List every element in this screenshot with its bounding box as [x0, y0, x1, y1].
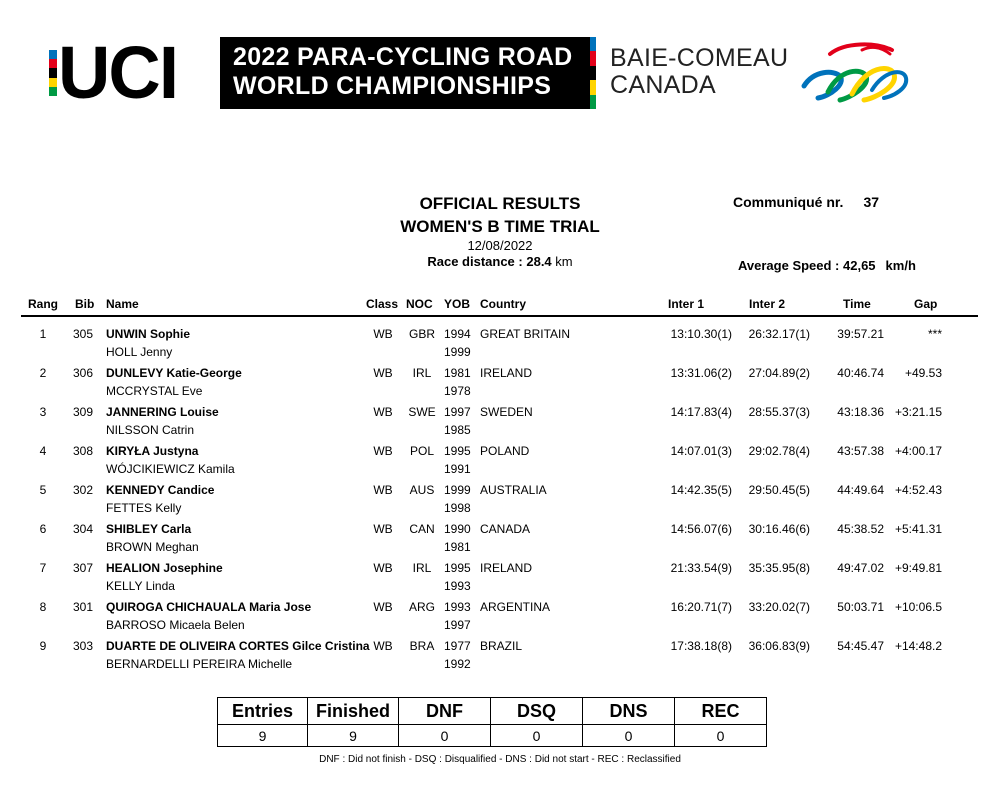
cell-rang: 8	[39, 600, 47, 614]
cell-class: WB	[373, 561, 393, 575]
cell-country: ARGENTINA	[480, 600, 551, 614]
race-distance-label: Race distance :	[427, 254, 523, 269]
cell-class: WB	[373, 483, 393, 497]
uci-rainbow-stripes	[49, 50, 57, 96]
cell-gap: +3:21.15	[894, 405, 942, 419]
cell-noc: CAN	[409, 522, 435, 536]
average-speed-label: Average Speed : 42,65	[738, 258, 876, 273]
cell-name: KENNEDY Candice	[106, 483, 215, 497]
cell-time: 45:38.52	[837, 522, 884, 536]
cell-time: 43:18.36	[837, 405, 884, 419]
cell-rang: 5	[39, 483, 47, 497]
cell-inter1: 17:38.18(8)	[670, 639, 732, 653]
summary-value-row	[218, 725, 767, 747]
host-city	[610, 45, 788, 99]
cell-time: 43:57.38	[837, 444, 884, 458]
summary-value-finished: 9	[308, 725, 399, 747]
cell-country: GREAT BRITAIN	[480, 327, 571, 341]
summary-legend: DNF : Did not finish - DSQ : Disqualified - DNS : Did not start - REC : Reclassified	[319, 754, 681, 765]
cell-pilot-yob: 1999	[444, 345, 471, 359]
summary-value-dnf: 0	[399, 725, 491, 747]
cell-noc: SWE	[408, 405, 436, 419]
col-header-name: Name	[106, 297, 139, 311]
cell-class: WB	[373, 522, 393, 536]
cell-class: WB	[373, 444, 393, 458]
cell-pilot-yob: 1978	[444, 384, 471, 398]
cell-pilot: HOLL Jenny	[106, 345, 173, 359]
cell-country: IRELAND	[480, 366, 533, 380]
summary-value-rec: 0	[675, 725, 767, 747]
host-line1: BAIE-COMEAU	[610, 44, 789, 72]
cell-gap: +9:49.81	[894, 561, 942, 575]
cell-inter1: 14:17.83(4)	[670, 405, 732, 419]
cell-rang: 6	[39, 522, 47, 536]
cell-rang: 1	[39, 327, 47, 341]
summary-value-dns: 0	[583, 725, 675, 747]
cell-inter2: 30:16.46(6)	[748, 522, 810, 536]
average-speed-unit: km/h	[885, 258, 916, 273]
header-divider	[21, 315, 978, 317]
cell-class: WB	[373, 405, 393, 419]
cell-bib: 307	[72, 561, 94, 575]
cell-class: WB	[373, 327, 393, 341]
cell-noc: AUS	[409, 483, 435, 497]
cell-time: 50:03.71	[837, 600, 884, 614]
cell-pilot-yob: 1981	[444, 540, 471, 554]
cell-noc: BRA	[409, 639, 435, 653]
cell-inter2: 33:20.02(7)	[748, 600, 810, 614]
cell-pilot: BROWN Meghan	[106, 540, 199, 554]
average-speed	[738, 258, 916, 273]
cell-time: 44:49.64	[837, 483, 884, 497]
summary-header-entries: Entries	[218, 698, 308, 725]
cell-inter1: 13:10.30(1)	[670, 327, 732, 341]
cell-pilot: KELLY Linda	[106, 579, 175, 593]
cell-time: 54:45.47	[837, 639, 884, 653]
event-title-block	[220, 37, 590, 109]
cell-pilot: NILSSON Catrin	[106, 423, 195, 437]
uci-logo: UCI	[58, 31, 178, 114]
cell-pilot: BARROSO Micaela Belen	[106, 618, 245, 632]
summary-header-dnf: DNF	[399, 698, 491, 725]
cell-time: 49:47.02	[837, 561, 884, 575]
race-distance	[370, 254, 630, 269]
cell-bib: 306	[72, 366, 94, 380]
col-header-yob: YOB	[444, 297, 471, 311]
cell-country: IRELAND	[480, 561, 533, 575]
cell-inter2: 36:06.83(9)	[748, 639, 810, 653]
cell-country: POLAND	[480, 444, 530, 458]
cell-inter1: 14:07.01(3)	[670, 444, 732, 458]
cell-inter1: 14:56.07(6)	[670, 522, 732, 536]
cell-gap: +4:52.43	[894, 483, 942, 497]
communique	[733, 194, 879, 210]
event-title-line2: WORLD CHAMPIONSHIPS	[233, 72, 552, 100]
cell-bib: 302	[72, 483, 94, 497]
cell-noc: GBR	[408, 327, 435, 341]
cell-name: DUNLEVY Katie-George	[106, 366, 242, 380]
communique-number: 37	[863, 194, 880, 210]
col-header-class: Class	[366, 297, 399, 311]
cell-rang: 7	[39, 561, 47, 575]
cell-noc: IRL	[412, 366, 432, 380]
cell-inter2: 26:32.17(1)	[748, 327, 810, 341]
cell-pilot-yob: 1991	[444, 462, 471, 476]
cell-yob: 1994	[444, 327, 471, 341]
col-header-bib: Bib	[75, 297, 95, 311]
cell-class: WB	[373, 639, 393, 653]
cell-noc: ARG	[408, 600, 435, 614]
col-header-time: Time	[843, 297, 871, 311]
cell-gap: +49.53	[904, 366, 942, 380]
cell-gap: +5:41.31	[894, 522, 942, 536]
cell-name: HEALION Josephine	[106, 561, 223, 575]
race-distance-unit: km	[555, 254, 573, 269]
race-date: 12/08/2022	[467, 238, 533, 253]
cell-bib: 305	[72, 327, 94, 341]
cell-pilot: FETTES Kelly	[106, 501, 182, 515]
cell-rang: 9	[39, 639, 47, 653]
cell-inter2: 29:02.78(4)	[748, 444, 810, 458]
cell-name: QUIROGA CHICHAUALA Maria Jose	[106, 600, 312, 614]
summary-header-dns: DNS	[583, 698, 675, 725]
baie-comeau-cycling-logo-icon	[800, 40, 910, 108]
cell-yob: 1995	[444, 444, 471, 458]
cell-noc: IRL	[412, 561, 432, 575]
cell-bib: 301	[72, 600, 94, 614]
cell-name: KIRYŁA Justyna	[106, 444, 199, 458]
official-results-title: OFFICIAL RESULTS	[419, 194, 581, 213]
cell-pilot-yob: 1993	[444, 579, 471, 593]
summary-header-row	[218, 698, 767, 725]
col-header-gap: Gap	[914, 297, 938, 311]
cell-name: JANNERING Louise	[106, 405, 219, 419]
cell-noc: POL	[409, 444, 434, 458]
cell-country: SWEDEN	[480, 405, 533, 419]
cell-class: WB	[373, 600, 393, 614]
cell-time: 39:57.21	[837, 327, 884, 341]
cell-yob: 1995	[444, 561, 471, 575]
host-line2: CANADA	[610, 71, 716, 99]
race-distance-value: 28.4	[526, 254, 552, 269]
col-header-inter2: Inter 2	[749, 297, 786, 311]
col-header-inter1: Inter 1	[668, 297, 705, 311]
cell-pilot: BERNARDELLI PEREIRA Michelle	[106, 657, 293, 671]
cell-inter1: 13:31.06(2)	[670, 366, 732, 380]
cell-inter1: 21:33.54(9)	[670, 561, 732, 575]
cell-country: CANADA	[480, 522, 531, 536]
summary-table	[217, 697, 767, 747]
cell-yob: 1990	[444, 522, 471, 536]
cell-yob: 1993	[444, 600, 471, 614]
cell-inter2: 27:04.89(2)	[748, 366, 810, 380]
race-name: WOMEN'S B TIME TRIAL	[400, 217, 600, 236]
cell-inter1: 14:42.35(5)	[670, 483, 732, 497]
cell-class: WB	[373, 366, 393, 380]
cell-pilot: WÓJCIKIEWICZ Kamila	[106, 462, 235, 476]
communique-label: Communiqué nr.	[733, 194, 844, 210]
cell-country: AUSTRALIA	[480, 483, 547, 497]
cell-bib: 304	[72, 522, 94, 536]
cell-inter2: 29:50.45(5)	[748, 483, 810, 497]
summary-header-dsq: DSQ	[491, 698, 583, 725]
cell-gap: +14:48.2	[894, 639, 942, 653]
cell-bib: 309	[72, 405, 94, 419]
cell-pilot: MCCRYSTAL Eve	[106, 384, 203, 398]
cell-yob: 1981	[444, 366, 471, 380]
summary-header-finished: Finished	[308, 698, 399, 725]
cell-name: DUARTE DE OLIVEIRA CORTES Gilce Cristina	[106, 639, 370, 653]
cell-pilot-yob: 1985	[444, 423, 471, 437]
cell-yob: 1999	[444, 483, 471, 497]
cell-yob: 1977	[444, 639, 471, 653]
cell-pilot-yob: 1997	[444, 618, 471, 632]
cell-inter2: 28:55.37(3)	[748, 405, 810, 419]
col-header-noc: NOC	[406, 297, 433, 311]
col-header-country: Country	[480, 297, 526, 311]
cell-pilot-yob: 1992	[444, 657, 471, 671]
summary-header-rec: REC	[675, 698, 767, 725]
event-title-line1: 2022 PARA-CYCLING ROAD	[233, 43, 573, 71]
summary-value-entries: 9	[218, 725, 308, 747]
cell-pilot-yob: 1998	[444, 501, 471, 515]
cell-inter1: 16:20.71(7)	[670, 600, 732, 614]
cell-rang: 4	[39, 444, 47, 458]
cell-name: SHIBLEY Carla	[106, 522, 192, 536]
rainbow-bar	[590, 37, 596, 109]
cell-rang: 3	[39, 405, 47, 419]
cell-bib: 303	[72, 639, 94, 653]
col-header-rang: Rang	[28, 297, 58, 311]
cell-rang: 2	[39, 366, 47, 380]
cell-name: UNWIN Sophie	[106, 327, 190, 341]
summary-value-dsq: 0	[491, 725, 583, 747]
cell-gap: +10:06.5	[894, 600, 942, 614]
cell-gap: +4:00.17	[894, 444, 942, 458]
cell-inter2: 35:35.95(8)	[748, 561, 810, 575]
cell-yob: 1997	[444, 405, 471, 419]
cell-gap: ***	[927, 327, 942, 341]
cell-bib: 308	[72, 444, 94, 458]
cell-time: 40:46.74	[837, 366, 884, 380]
cell-country: BRAZIL	[480, 639, 523, 653]
